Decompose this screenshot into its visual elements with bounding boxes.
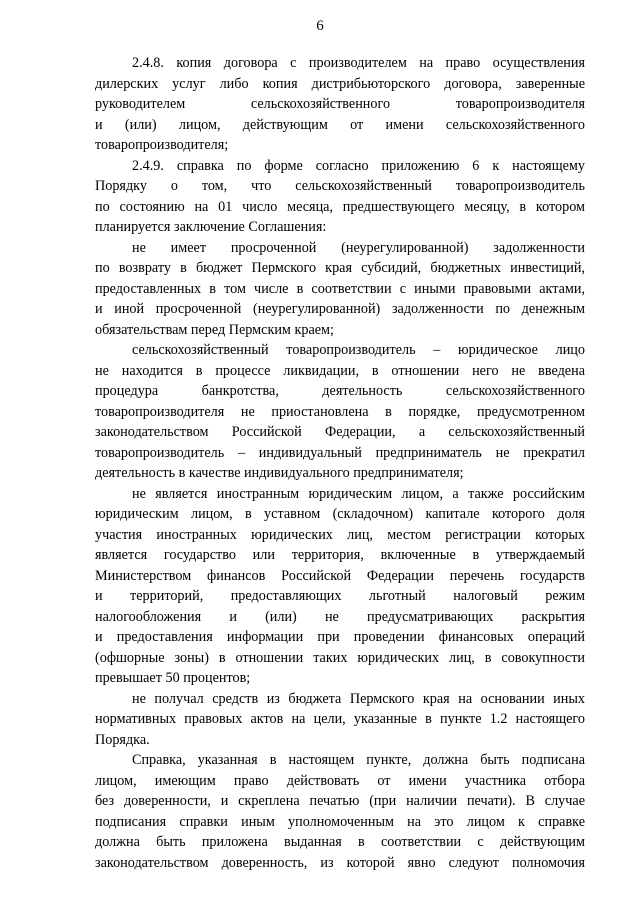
text-line: должна быть приложена выданная в соответствии с действующим [95,834,585,850]
text-line: налогообложения и (или) не предусматривающих раскрытия [95,608,585,625]
text-line: не находится в процессе ликвидации, в отношении него не введена [95,362,585,379]
text-line: и иной просроченной (неурегулированной) задолженности по денежным [95,301,585,317]
text-line: подписания справки иным уполномоченным на это лицом к справке [95,813,585,830]
paragraph-not-foreign [95,484,585,689]
text-line: является государство или территория, включенные в утверждаемый [95,547,585,563]
text-line: дилерских услуг либо копия дистрибьюторского договора, заверенные [95,75,585,92]
paragraph-signature [95,750,585,873]
text-line: по состоянию на 01 число месяца, предшествующего месяцу, в котором [95,198,585,215]
page-number: 6 [316,18,324,34]
text-line: участия иностранных юридических лиц, местом регистрации которых [95,526,585,543]
text-line: 2.4.9. справка по форме согласно приложению 6 к настоящему [132,157,585,174]
text-line: не имеет просроченной (неурегулированной) задолженности [132,239,585,256]
text-line: планируется заключение Соглашения: [95,219,327,235]
text-line: руководителем сельскохозяйственного товаропроизводителя [95,96,585,112]
paragraph-2-4-8 [95,53,585,156]
text-line: без доверенности, и скреплена печатью (при наличии печати). В случае [95,793,585,809]
text-line: товаропроизводитель – индивидуальный предприниматель не прекратил [95,444,585,461]
text-line: процедура банкротства, деятельность сельскохозяйственного [95,383,585,399]
text-line: (офшорные зоны) в отношении таких юридических лиц, в совокупности [95,649,585,666]
text-line: превышает 50 процентов; [95,670,251,686]
text-line: не получал средств из бюджета Пермского края на основании иных [132,690,585,707]
text-line: юридическим лицом, в уставном (складочном) капитале которого доля [95,506,585,522]
text-line: товаропроизводителя; [95,137,229,153]
text-line: не является иностранным юридическим лицом, а также российским [132,485,585,502]
text-line: 2.4.8. копия договора с производителем на право осуществления [132,55,585,71]
text-line: по возврату в бюджет Пермского края субсидий, бюджетных инвестиций, [95,260,585,276]
text-line: Порядка. [95,731,150,748]
text-line: Министерством финансов Российской Федерации перечень государств [95,567,585,584]
paragraph-no-debt [95,238,585,341]
text-line: товаропроизводителя не приостановлена в порядке, предусмотренном [95,403,585,420]
document-body [95,53,585,873]
paragraph-2-4-9 [95,156,585,238]
text-line: нормативных правовых актов на цели, указанные в пункте 1.2 настоящего [95,711,585,727]
text-line: сельскохозяйственный товаропроизводитель – юридическое лицо [132,342,585,358]
text-line: и (или) лицом, действующим от имени сельскохозяйственного [95,116,585,133]
text-line: деятельность в качестве индивидуального предпринимателя; [95,465,464,481]
paragraph-no-liquidation [95,340,585,484]
text-line: и предоставления информации при проведении финансовых операций [95,629,585,645]
text-line: Справка, указанная в настоящем пункте, должна быть подписана [132,752,585,768]
text-line: предоставленных в том числе в соответствии с иными правовыми актами, [95,280,585,297]
text-line: законодательством доверенность, из которой явно следуют полномочия [95,854,585,871]
text-line: обязательствам перед Пермским краем; [95,321,334,338]
text-line: законодательством Российской Федерации, а сельскохозяйственный [95,424,585,440]
text-line: лицом, имеющим право действовать от имени участника отбора [95,772,585,789]
paragraph-no-funds [95,689,585,751]
text-line: Порядку о том, что сельскохозяйственный товаропроизводитель [95,178,585,194]
text-line: и территорий, предоставляющих льготный налоговый режим [95,588,585,604]
